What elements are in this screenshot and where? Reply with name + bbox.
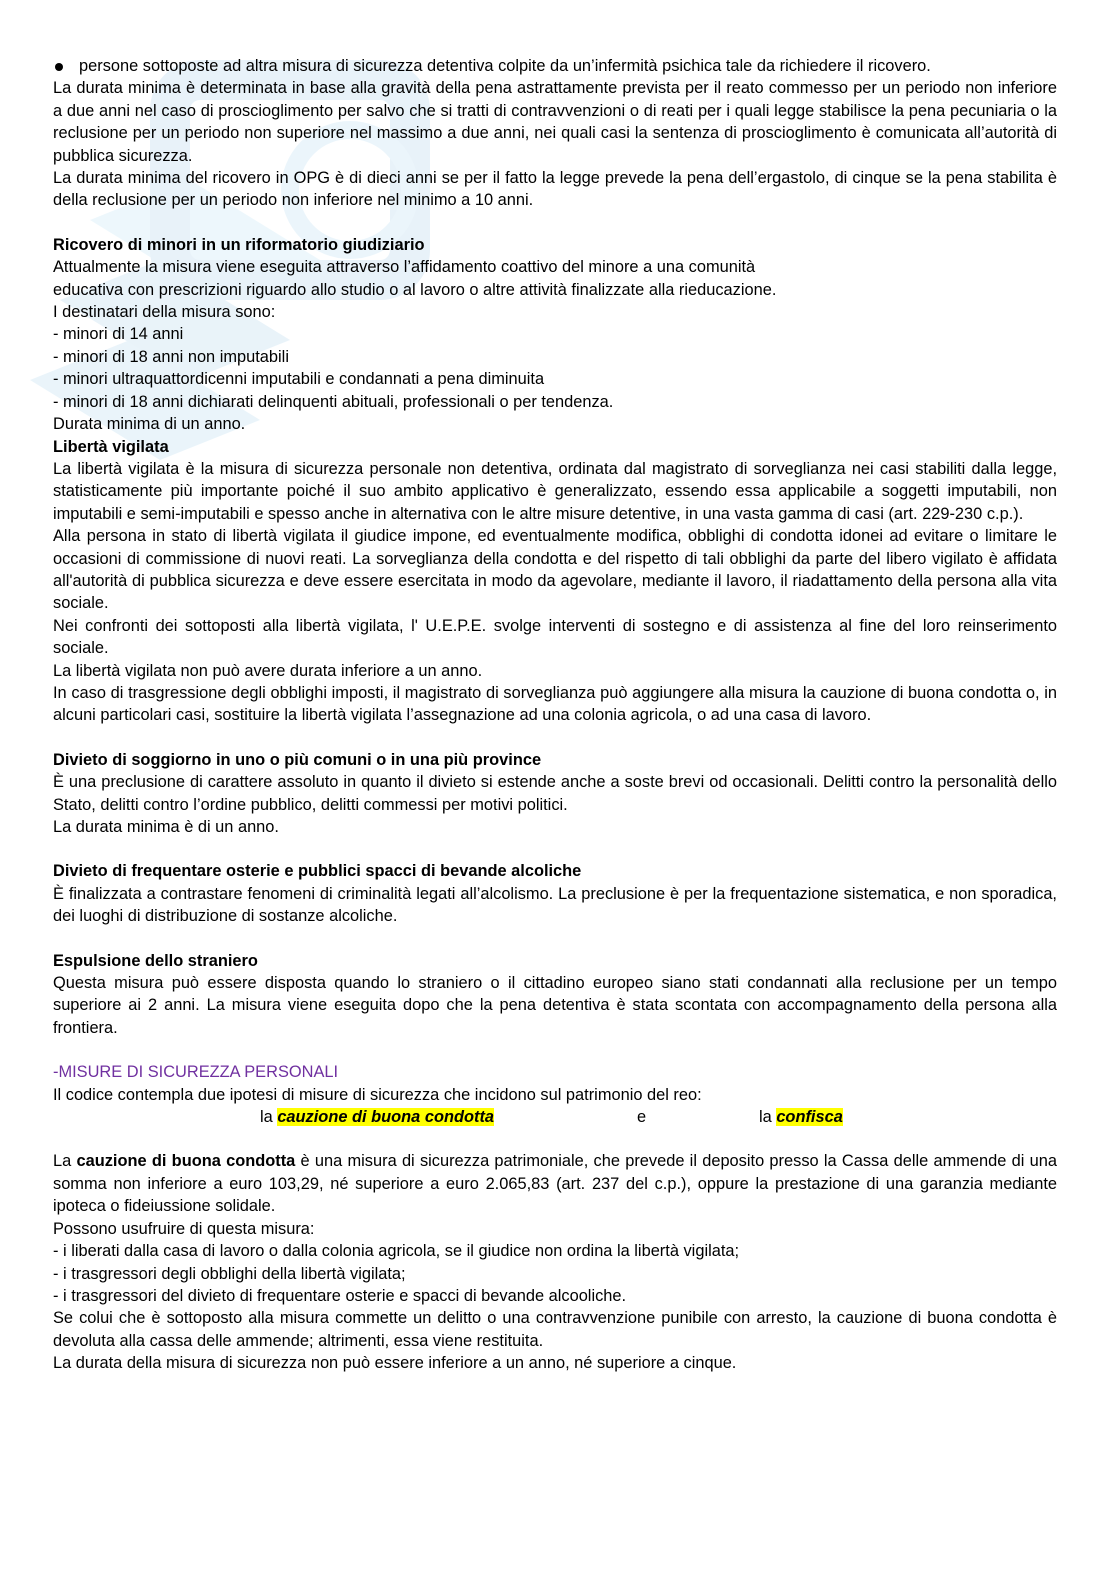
cauzione-paragraph-2: Se colui che è sottoposto alla misura commette un delitto o una contravvenzione punibile con arresto, la cauzione di buona condotta è devoluta alla cassa delle ammende; altrimenti, essa viene restituita. — [53, 1309, 1057, 1350]
list-item: - minori di 18 anni dichiarati delinquenti abituali, professionali o per tendenza. — [53, 392, 614, 411]
divieto-osterie-paragraph-1: È finalizzata a contrastare fenomeni di criminalità legati all’alcolismo. La preclusione è per la frequentazione sistematica, e non sporadica, dei luoghi di distribuzione di sostanze alcoliche. — [53, 884, 1057, 926]
section-heading-misure: -MISURE DI SICUREZZA PERSONALI — [53, 1063, 339, 1082]
option-cauzione: la cauzione di buona condotta — [260, 1108, 495, 1127]
minori-line-2: educativa con prescrizioni riguardo allo studio o al lavoro o altre attività finalizzate alla rieducazione. — [53, 280, 777, 299]
opg-paragraph-1: La durata minima è determinata in base alla gravità della pena astrattamente prevista per il reato commesso per un periodo non inferiore a due anni nel caso di proscioglimento per salvo che si tratti di contravvenzioni o di reati per i quali legge stabilisce la pena pecuniaria o la reclusione per un periodo non superiore nel massimo a due anni, nei quali casi la sentenza di proscioglimento è comunicata all’autorità di pubblica sicurezza. — [53, 79, 1057, 165]
bullet-icon — [55, 63, 63, 71]
minori-intro: I destinatari della misura sono: — [53, 303, 276, 322]
option-confisca: la confisca — [759, 1108, 843, 1127]
list-item: - minori di 18 anni non imputabili — [53, 347, 289, 366]
opg-paragraph-2: La durata minima del ricovero in OPG è di dieci anni se per il fatto la legge prevede la pena dell’ergastolo, di cinque se la pena stabilita è della reclusione per un periodo non inferiore nel minimo a 10 anni. — [53, 169, 1057, 210]
misure-intro: Il codice contempla due ipotesi di misure di sicurezza che incidono sul patrimonio del reo: — [53, 1085, 702, 1104]
misure-options-row — [53, 1106, 1057, 1128]
liberta-paragraph-3: Nei confronti dei sottoposti alla libertà vigilata, l' U.E.P.E. svolge interventi di sostegno e di assistenza al fine del loro reinserimento sociale. — [53, 616, 1057, 658]
section-heading-divieto-osterie: Divieto di frequentare osterie e pubblici spacci di bevande alcoliche — [53, 862, 582, 881]
liberta-paragraph-1: La libertà vigilata è la misura di sicurezza personale non detentiva, ordinata dal magistrato di sorveglianza nei casi stabiliti dalla legge, statisticamente più importante poiché il suo ambito applicativo è generalizzato, essendo essa applicabile a soggetti imputabili, non imputabili e semi-imputabili e spesso anche in alternativa con le altre misure detentive, in una vasta gamma di casi (art. 229-230 c.p.). — [53, 459, 1057, 523]
list-item: - i trasgressori degli obblighi della libertà vigilata; — [53, 1264, 406, 1283]
divieto-soggiorno-paragraph-2: La durata minima è di un anno. — [53, 818, 279, 836]
document-body — [53, 55, 1057, 1375]
section-heading-liberta: Libertà vigilata — [53, 437, 169, 456]
list-item: - minori di 14 anni — [53, 325, 184, 344]
section-heading-minori: Ricovero di minori in un riformatorio giudiziario — [53, 235, 425, 254]
highlight-confisca: confisca — [776, 1108, 843, 1127]
section-heading-divieto-soggiorno: Divieto di soggiorno in uno o più comuni o in una più province — [53, 750, 542, 769]
cauzione-term: cauzione di buona condotta — [76, 1152, 296, 1171]
conjunction-e: e — [637, 1108, 647, 1127]
liberta-paragraph-2: Alla persona in stato di libertà vigilata il giudice impone, ed eventualmente modifica, obblighi di condotta idonei ad evitare o limitare le occasioni di commissione di nuovi reati. La sorveglianza della condotta e del rispetto di tali obblighi da parte del libero vigilato è affidata all'autorità di pubblica sicurezza e deve essere esercitata in modo da agevolare, mediante il lavoro, il riadattamento della persona alla vita sociale. — [53, 527, 1057, 613]
espulsione-paragraph-1: Questa misura può essere disposta quando lo straniero o il cittadino europeo siano stati condannati alla reclusione per un tempo superiore ai 2 anni. La misura viene eseguita dopo che la pena detentiva è stata scontata con accompagnamento della persona alla frontiera. — [53, 974, 1057, 1037]
list-item: persone sottoposte ad altra misura di sicurezza detentiva colpite da un’infermità psichica tale da richiedere il ricovero. — [53, 55, 1057, 77]
cauzione-intro: Possono usufruire di questa misura: — [53, 1219, 315, 1238]
list-item: - minori ultraquattordicenni imputabili e condannati a pena diminuita — [53, 370, 545, 389]
highlight-cauzione: cauzione di buona condotta — [277, 1108, 495, 1127]
liberta-paragraph-5: In caso di trasgressione degli obblighi imposti, il magistrato di sorveglianza può aggiungere alla misura la cauzione di buona condotta o, in alcuni particolari casi, sostituire la libertà vigilata l’assegnazione ad una colonia agricola, o ad una casa di lavoro. — [53, 683, 1057, 725]
divieto-soggiorno-paragraph-1: È una preclusione di carattere assoluto in quanto il divieto si estende anche a soste brevi od occasionali. Delitti contro la personalità dello Stato, delitti contro l’ordine pubblico, delitti commessi per motivi politici. — [53, 773, 1057, 814]
list-item: - i trasgressori del divieto di frequentare osterie e spacci di bevande alcooliche. — [53, 1286, 627, 1305]
cauzione-paragraph-1: La cauzione di buona condotta è una misura di sicurezza patrimoniale, che prevede il deposito presso la Cassa delle ammende di una somma non inferiore a euro 103,29, né superiore a euro 2.065,83 (art. 237 del c.p.), oppure la prestazione di una garanzia mediante ipoteca o fideiussione solidale. — [53, 1152, 1057, 1216]
minori-durata: Durata minima di un anno. — [53, 415, 246, 434]
liberta-paragraph-4: La libertà vigilata non può avere durata inferiore a un anno. — [53, 661, 483, 680]
cauzione-paragraph-3: La durata della misura di sicurezza non può essere inferiore a un anno, né superiore a cinque. — [53, 1354, 737, 1373]
list-item: - i liberati dalla casa di lavoro o dalla colonia agricola, se il giudice non ordina la libertà vigilata; — [53, 1242, 740, 1261]
section-heading-espulsione: Espulsione dello straniero — [53, 951, 258, 970]
minori-line-1: Attualmente la misura viene eseguita attraverso l’affidamento coattivo del minore a una comunità — [53, 258, 756, 277]
